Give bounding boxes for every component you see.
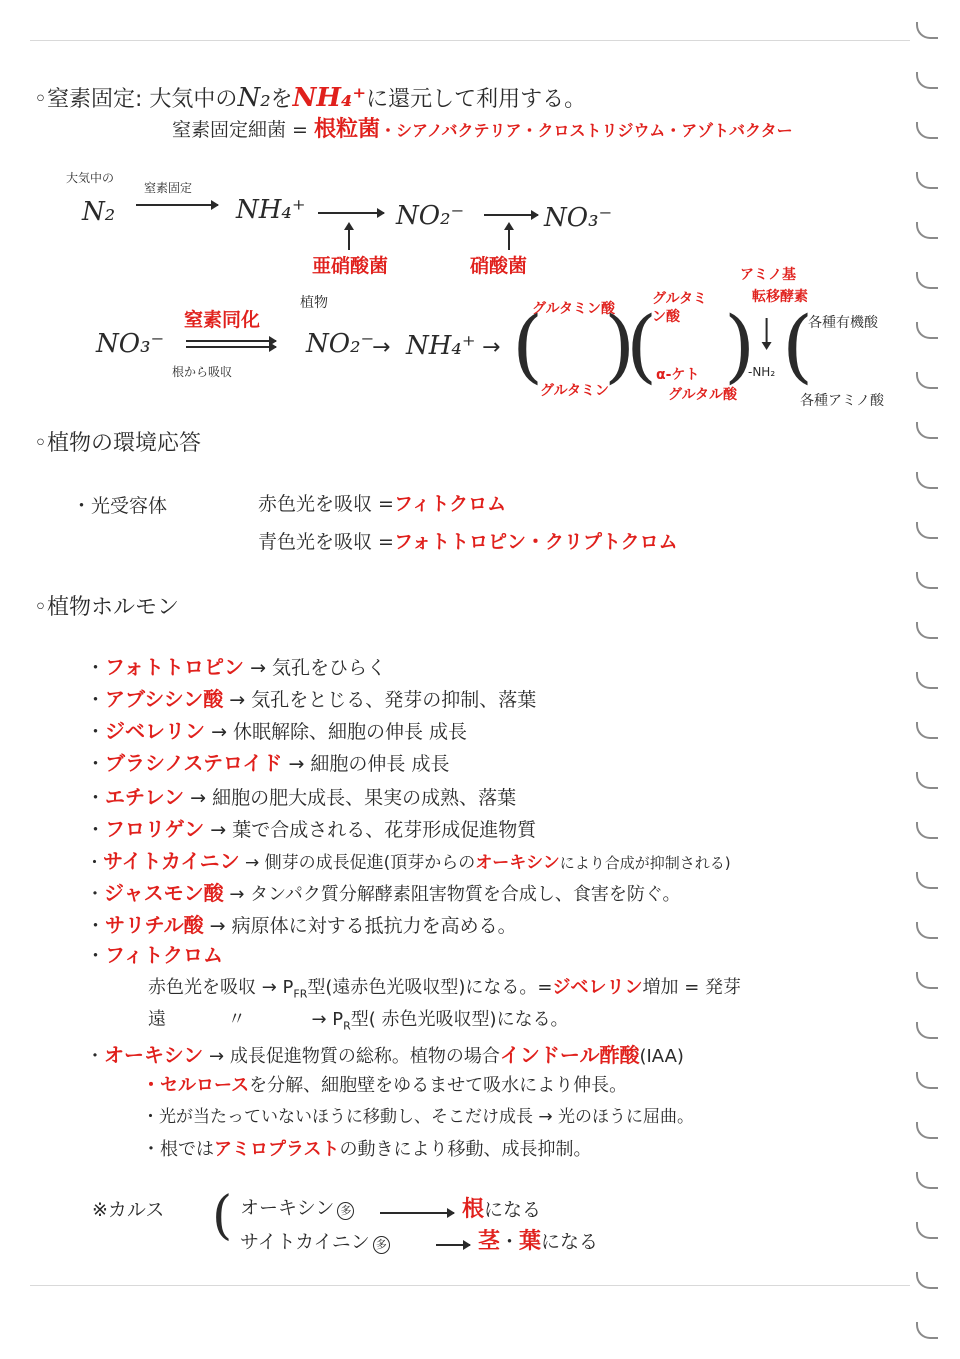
hormone-desc: → 細胞の伸長 成長 — [288, 753, 450, 775]
binding-ring — [916, 922, 938, 939]
hormone-desc: → 気孔をとじる、発芽の抑制、落葉 — [229, 689, 537, 711]
text: 赤色光を吸収 — [148, 977, 256, 998]
hormone-name: オーキシン — [104, 1043, 204, 1067]
spiral-binding — [908, 0, 960, 1359]
text: → P — [311, 1009, 344, 1030]
highlight-term: アミロプラスト — [214, 1139, 340, 1160]
binding-ring — [916, 172, 938, 189]
formula-no2: NO₂⁻ — [396, 201, 465, 231]
hormone-desc: → 側芽の成長促進(頂芽からの — [245, 853, 476, 873]
binding-ring — [916, 572, 938, 589]
bacteria-label: 亜硝酸菌 — [312, 255, 389, 277]
heading-text: 植物の環境応答 — [46, 431, 201, 456]
auxin-detail: ・光が当たっていないほうに移動し、そこだけ成長 → 光のほうに屈曲。 — [142, 1107, 695, 1127]
binding-ring — [916, 22, 938, 39]
binding-ring — [916, 422, 938, 439]
compound-label: グルタル酸 — [668, 387, 738, 403]
nitrogen-fixing-bacteria-line — [172, 118, 793, 142]
arrow-right — [136, 204, 218, 206]
separator: ・ — [500, 1231, 520, 1253]
text: 遠 — [148, 1009, 166, 1030]
hormone-name: フィトクロム — [105, 943, 224, 967]
section-heading-environment-response — [34, 432, 201, 456]
hormone-desc: → 病原体に対する抵抗力を高める。 — [209, 915, 517, 937]
label: 窒素固定細菌 = — [172, 119, 308, 141]
phytochrome-line-1 — [148, 978, 741, 1001]
compound-label: 各種有機酸 — [808, 315, 878, 331]
highlight-term: ジベレリン — [552, 977, 643, 998]
bullet: ◦ — [34, 431, 47, 456]
bracket-left: ( — [212, 1186, 233, 1246]
hormone-desc: → 細胞の肥大成長、果実の成熟、落葉 — [190, 787, 517, 809]
receptor-line — [258, 494, 506, 515]
subscript: R — [343, 1019, 351, 1033]
hormone-desc: → 葉で合成される、花芽形成促進物質 — [210, 819, 537, 841]
text: になる — [541, 1231, 599, 1253]
bracket-left: ( — [626, 299, 658, 392]
arrow-glyph: → — [482, 335, 501, 360]
bracket-left: ( — [782, 299, 814, 392]
hormone-name: サリチル酸 — [105, 913, 204, 937]
callus-row — [240, 1198, 357, 1220]
bracket-left: ( — [512, 299, 544, 392]
text: になる — [484, 1199, 542, 1221]
auxin-detail — [142, 1140, 591, 1160]
note-callus — [92, 1200, 164, 1221]
binding-ring — [916, 272, 938, 289]
hormone-item: ・フロリゲン → 葉で合成される、花芽形成促進物質 — [86, 817, 537, 841]
hormone-name: ジャスモン酸 — [104, 881, 224, 905]
highlight-term: オーキシン — [475, 853, 560, 873]
circled-mark: 多 — [373, 1236, 390, 1254]
hormone-item: ・フォトトロピン → 気孔をひらく — [86, 655, 387, 679]
ditto-mark: 〃 — [227, 1009, 246, 1030]
highlight-term: ・セルロース — [142, 1075, 250, 1096]
definition-text: 大気中の — [149, 87, 238, 112]
hormone-desc: により合成が抑制される) — [559, 854, 731, 872]
hormone-item: ・ブラシノステロイド → 細胞の伸長 成長 — [86, 751, 450, 775]
compound-label: グルタミン酸 — [652, 291, 708, 326]
arrow-right — [484, 214, 538, 216]
formula-nh4: NH₄⁺ — [236, 195, 306, 225]
binding-ring — [916, 622, 938, 639]
hormone-name: ブラシノステロイド — [105, 751, 283, 775]
hormone-item: ・サイトカイニン → 側芽の成長促進(頂芽からのオーキシンにより合成が抑制される) — [86, 849, 731, 873]
binding-ring — [916, 1122, 938, 1139]
binding-ring — [916, 1072, 938, 1089]
binding-ring — [916, 1022, 938, 1039]
binding-ring — [916, 1222, 938, 1239]
hormone-item: ・サリチル酸 → 病原体に対する抵抗力を高める。 — [86, 913, 517, 937]
text: を分解、細胞壁をゆるませて吸水により伸長。 — [249, 1075, 628, 1096]
arrow-glyph: → — [372, 335, 391, 360]
hormone-desc: → 成長促進物質の総称。植物の場合 — [209, 1046, 500, 1067]
label: 赤色光を吸収 = — [258, 493, 394, 515]
process-label: 窒素同化 — [184, 309, 261, 331]
highlight-term: 根粒菌 — [314, 117, 381, 142]
arrow-right — [380, 1212, 454, 1214]
hormone-name: サイトカイニン — [103, 849, 240, 873]
note-mark: ※ — [92, 1199, 108, 1221]
hormone-name: ジベレリン — [105, 719, 206, 743]
arrow-right — [436, 1244, 470, 1246]
formula-nh4: NH₄⁺ — [292, 83, 367, 113]
hormone-item: ・エチレン → 細胞の肥大成長、果実の成熟、落葉 — [86, 785, 517, 809]
small-label: 植物 — [300, 295, 328, 311]
bullet: ◦ — [34, 595, 47, 620]
compound-label: 各種アミノ酸 — [800, 393, 884, 409]
formula-n2: N₂ — [237, 83, 271, 113]
arrow-up — [348, 228, 350, 250]
highlight-term: フィトクロム — [393, 493, 507, 515]
binding-ring — [916, 1272, 938, 1289]
arrow-right — [318, 212, 384, 214]
heading-text: 窒素固定 — [46, 87, 135, 112]
bullet: ◦ — [34, 87, 47, 112]
arrow-right — [186, 340, 276, 342]
hormone-desc: → 休眠解除、細胞の伸長 成長 — [211, 721, 468, 743]
ruled-line — [30, 40, 910, 41]
hormone-name: フロリゲン — [105, 817, 205, 841]
binding-ring — [916, 372, 938, 389]
colon: : — [135, 87, 143, 112]
hormone-item: ・ジャスモン酸 → タンパク質分解酵素阻害物質を合成し、食害を防ぐ。 — [86, 881, 681, 905]
phytochrome-line-2 — [148, 1010, 569, 1033]
abbreviation: (IAA) — [639, 1046, 684, 1067]
formula-no3: NO₃⁻ — [544, 203, 613, 233]
subscript: FR — [293, 987, 308, 1001]
note-title: カルス — [107, 1199, 165, 1221]
binding-ring — [916, 122, 938, 139]
binding-ring — [916, 1322, 938, 1339]
arrow-up — [508, 228, 510, 250]
auxin-detail — [142, 1076, 627, 1096]
binding-ring — [916, 722, 938, 739]
enzyme-label: アミノ基 — [740, 267, 796, 283]
hormone-desc: → タンパク質分解酵素阻害物質を合成し、食害を防ぐ。 — [229, 884, 681, 905]
callus-row — [240, 1232, 393, 1254]
bracket-right: ) — [604, 299, 636, 392]
circled-mark: 多 — [337, 1202, 354, 1220]
formula-n2: N₂ — [82, 197, 116, 227]
ruled-line — [30, 1285, 910, 1286]
binding-ring — [916, 222, 938, 239]
callus-result — [462, 1198, 541, 1222]
highlight-term: 葉 — [519, 1229, 542, 1254]
arrow-down — [766, 318, 768, 344]
bracket-right: ) — [724, 299, 756, 392]
small-label: 根から吸収 — [172, 365, 233, 379]
binding-ring — [916, 322, 938, 339]
hormone-desc: → 気孔をひらく — [250, 657, 387, 679]
hormone-item: ・フィトクロム — [86, 943, 224, 967]
formula-no3: NO₃⁻ — [96, 329, 165, 359]
binding-ring — [916, 772, 938, 789]
hormone-item: ・ジベレリン → 休眠解除、細胞の伸長 成長 — [86, 719, 468, 743]
binding-ring — [916, 672, 938, 689]
arrow-right — [186, 346, 276, 348]
section-heading-nitrogen-fixation — [34, 84, 586, 113]
callus-result — [478, 1230, 598, 1254]
arrow-label: 窒素固定 — [144, 181, 193, 195]
binding-ring — [916, 1172, 938, 1189]
hormone-item-auxin: ・オーキシン → 成長促進物質の総称。植物の場合インドール酢酸(IAA) — [86, 1043, 684, 1067]
binding-ring — [916, 522, 938, 539]
subheading: ・光受容体 — [72, 495, 168, 517]
formula-nh4: NH₄⁺ — [406, 331, 476, 361]
binding-ring — [916, 472, 938, 489]
hormone-name: サイトカイニン — [240, 1231, 370, 1253]
text: ・根では — [142, 1139, 214, 1160]
hormone-name: アブシシン酸 — [105, 687, 224, 711]
receptor-line — [258, 532, 678, 553]
highlight-term: ・シアノバクテリア・クロストリジウム・アゾトバクター — [380, 121, 793, 140]
highlight-term: 茎 — [478, 1229, 501, 1254]
binding-ring — [916, 872, 938, 889]
hormone-name: オーキシン — [240, 1197, 335, 1219]
text: 増加 = 発芽 — [642, 977, 742, 998]
highlight-term: フォトトロピン・クリプトクロム — [393, 531, 678, 553]
small-label: -NH₂ — [748, 365, 776, 379]
binding-ring — [916, 972, 938, 989]
text: の動きにより移動、成長抑制。 — [339, 1139, 592, 1160]
bacteria-label: 硝酸菌 — [470, 255, 528, 277]
section-heading-plant-hormones — [34, 596, 179, 620]
binding-ring — [916, 822, 938, 839]
compound-label: グルタミン酸 — [532, 301, 616, 317]
binding-ring — [916, 72, 938, 89]
highlight-term: 根 — [462, 1197, 485, 1222]
definition-text: を — [270, 87, 293, 112]
highlight-term: インドール酢酸 — [499, 1043, 640, 1067]
text: → P — [261, 977, 294, 998]
heading-text: 植物ホルモン — [46, 595, 179, 620]
formula-no2: NO₂⁻ — [306, 329, 375, 359]
definition-text: に還元して利用する。 — [366, 87, 587, 112]
text: 型( 赤色光吸収型)になる。 — [350, 1009, 569, 1030]
compound-label: α-ケト — [656, 367, 700, 383]
label: 青色光を吸収 = — [258, 531, 394, 553]
hormone-name: エチレン — [105, 785, 185, 809]
hormone-item: ・アブシシン酸 → 気孔をとじる、発芽の抑制、落葉 — [86, 687, 537, 711]
text: 型(遠赤色光吸収型)になる。= — [307, 977, 553, 998]
small-label: 大気中の — [66, 171, 115, 185]
enzyme-label: 転移酵素 — [752, 289, 808, 305]
compound-label: グルタミン — [540, 383, 610, 399]
hormone-name: フォトトロピン — [105, 655, 245, 679]
